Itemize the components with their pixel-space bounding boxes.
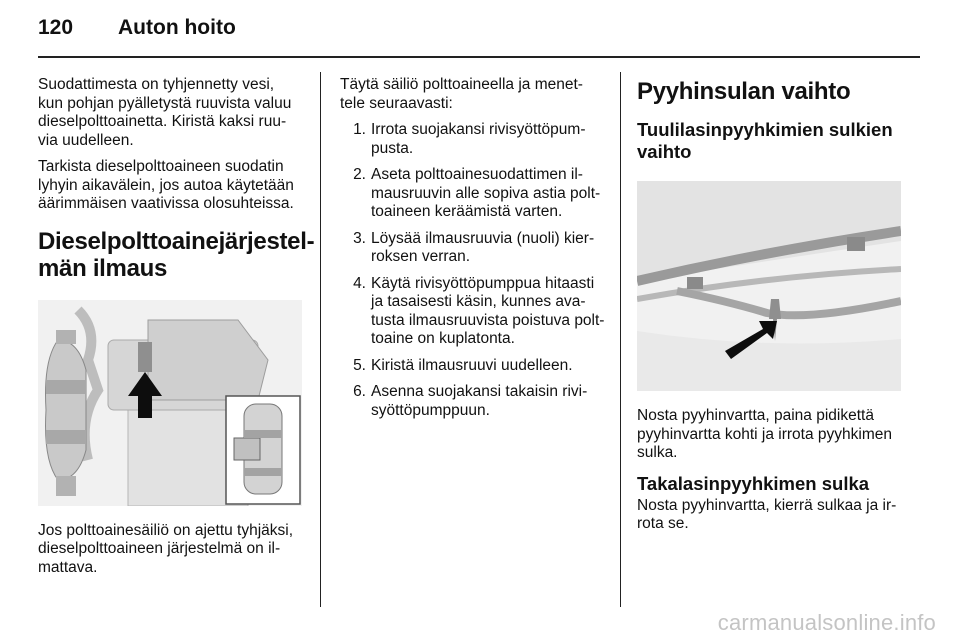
header-rule xyxy=(38,56,920,58)
paragraph: Suodattimesta on tyhjennetty vesi, kun pohjan pyälletystä ruuvista valuu dieselpolttoainetta. Kiristä kaksi ruu- via uudelleen. xyxy=(38,76,292,149)
page-number: 120 xyxy=(38,16,74,39)
step-number: 4. xyxy=(353,274,366,292)
list-item xyxy=(340,121,608,158)
subsection-heading: Takalasinpyyhkimen sulka xyxy=(637,472,870,494)
paragraph: Täytä säiliö polttoaineella ja menet- tele seuraavasti: xyxy=(340,76,583,112)
list-item xyxy=(340,275,608,349)
watermark: carmanualsonline.info xyxy=(717,610,936,635)
step-number: 6. xyxy=(353,383,366,400)
step-text: Aseta polttoainesuodattimen il- mausruuvin alle sopiva astia polt- toaineen keräämistä varten. xyxy=(371,166,601,220)
column-right xyxy=(637,74,905,542)
list-item xyxy=(340,383,608,420)
paragraph: Tarkista dieselpolttoaineen suodatin lyhyin aikavälein, jos autoa käytetään äärimmäisen vaativissa olosuhteissa. xyxy=(38,158,294,212)
step-text: Kiristä ilmausruuvi uudelleen. xyxy=(371,356,573,374)
subsection-heading: Tuulilasinpyyhkimien sulkien vaihto xyxy=(637,119,893,162)
column-left xyxy=(38,76,315,585)
column-middle xyxy=(340,76,608,428)
section-heading: Pyyhinsulan vaihto xyxy=(637,78,851,105)
step-text: Käytä rivisyöttöpumppua hitaasti ja tasaisesti käsin, kunnes ava- tusta ilmausruuvista poistuva polt- toaine on kuplatonta. xyxy=(371,274,605,347)
procedure-steps xyxy=(340,121,608,420)
step-text: Asenna suojakansi takaisin rivi- syöttöpumppuun. xyxy=(371,383,588,419)
wiper-illustration xyxy=(637,181,901,391)
column-divider xyxy=(620,72,621,607)
fuel-filter-illustration xyxy=(38,300,302,506)
step-number: 1. xyxy=(353,121,366,138)
step-number: 5. xyxy=(353,356,366,374)
step-text: Löysää ilmausruuvia (nuoli) kier- roksen verran. xyxy=(371,229,595,265)
list-item xyxy=(340,357,608,376)
chapter-title: Auton hoito xyxy=(118,16,236,39)
paragraph: Nosta pyyhinvartta, kierrä sulkaa ja ir- rota se. xyxy=(637,496,897,532)
step-number: 3. xyxy=(353,229,366,247)
column-divider xyxy=(320,72,321,607)
section-heading: Dieselpolttoainejärjestel- män ilmaus xyxy=(38,227,315,282)
step-number: 2. xyxy=(353,166,366,183)
step-text: Irrota suojakansi rivisyöttöpum- pusta. xyxy=(371,121,586,157)
list-item xyxy=(340,230,608,267)
list-item xyxy=(340,166,608,222)
paragraph: Nosta pyyhinvartta, paina pidikettä pyyhinvartta kohti ja irrota pyyhkimen sulka. xyxy=(637,407,893,461)
paragraph: Jos polttoainesäiliö on ajettu tyhjäksi, dieselpolttoaineen järjestelmä on il- mattava. xyxy=(38,521,294,576)
